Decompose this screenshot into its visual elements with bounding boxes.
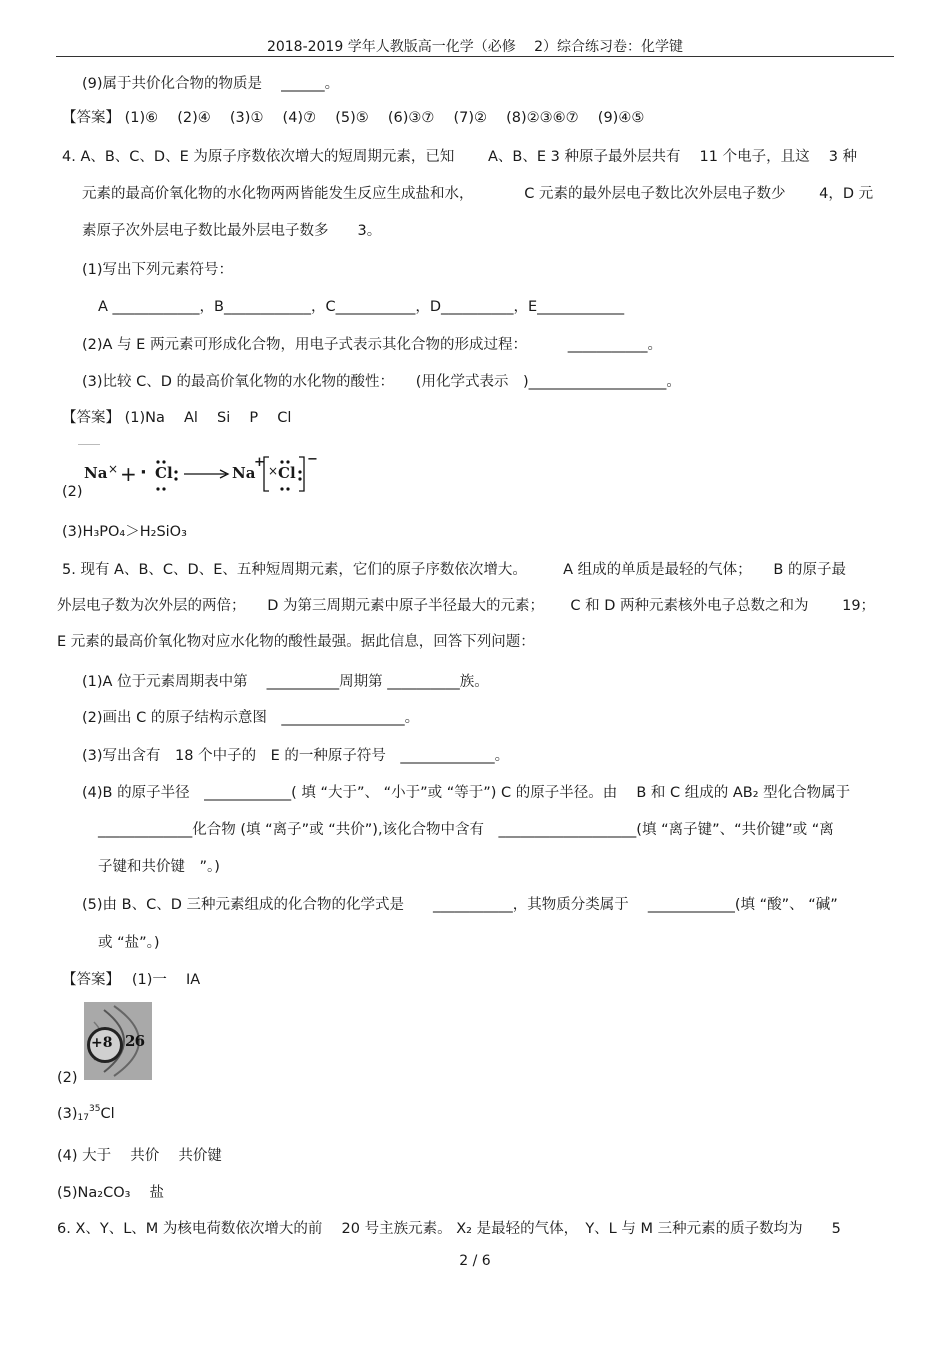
text-line: 4. A、B、C、D、E 为原子序数依次增大的短周期元素，已知 A、B、E 3 种原子最外层共有 11 个电子，且这 3 种 (62, 149, 858, 165)
text-line: _____________化合物 (填 “离子”或 “共价”),该化合物中含有 ___________________(填 “离子键”、“共价键”或 “离 (98, 822, 834, 838)
page-header: 2018-2019 学年人教版高一化学（必修 2）综合练习卷：化学键 (266, 39, 684, 55)
electron-dots-left (150, 458, 180, 492)
faint-dash (78, 444, 100, 445)
na-right: Na (232, 464, 256, 482)
text-line: (3)写出含有 18 个中子的 E 的一种原子符号 _____________。 (82, 748, 510, 764)
text-line: 子键和共价键 ”。) (98, 859, 220, 875)
plus-sign: + (120, 462, 137, 486)
shell-electrons: 2 6 (125, 1032, 143, 1050)
text-line: (2)A 与 E 两元素可形成化合物，用电子式表示其化合物的形成过程： ___________。 (82, 337, 663, 353)
text-line: (5)由 B、C、D 三种元素组成的化合物的化学式是 ___________，其物质分类属于 ____________(填 “酸”、 “碱” (82, 897, 838, 913)
text-line: 或 “盐”。) (98, 935, 160, 951)
electron-formula (84, 454, 324, 494)
text-line: 6. X、Y、L、M 为核电荷数依次增大的前 20 号主族元素。 X₂ 是最轻的气体， Y、L 与 M 三种元素的质子数均为 5 (57, 1221, 841, 1237)
text-line: (9)属于共价化合物的物质是 ______。 (82, 76, 340, 92)
text-line: (1)A 位于元素周期表中第 __________周期第 __________族。 (82, 674, 489, 690)
cross-left: × (108, 462, 119, 476)
cl-right: Cl (278, 464, 296, 482)
isotope-prefix: (3) (57, 1106, 78, 1122)
page-number: 2 / 6 (459, 1253, 491, 1269)
isotope-symbol: Cl (100, 1106, 115, 1122)
bracket-right (298, 456, 306, 492)
dot-left: · (140, 462, 147, 483)
atom-structure-diagram (84, 1002, 152, 1080)
na-charge: + (254, 455, 265, 470)
text-line: (2) (57, 1070, 78, 1086)
text-line: (5)Na₂CO₃ 盐 (57, 1185, 165, 1201)
text-line: (4)B 的原子半径 ____________( 填 “大于”、 “小于”或 “等于”) C 的原子半径。由 B 和 C 组成的 AB₂ 型化合物属于 (82, 785, 851, 801)
text-line: 【答案】 (1)⑥ (2)④ (3)① (4)⑦ (5)⑤ (6)③⑦ (7)② (8)②③⑥⑦ (9)④⑤ (62, 110, 645, 126)
text-line: (3)H₃PO₄＞H₂SiO₃ (62, 524, 187, 540)
text-line: A ____________，B____________，C___________，D__________，E____________ (98, 299, 625, 315)
text-line: (2)画出 C 的原子结构示意图 _________________。 (82, 710, 420, 726)
na-left: Na (84, 464, 108, 482)
text-line: (1)写出下列元素符号： (82, 262, 234, 278)
cross-right: × (268, 464, 279, 478)
text-line: 素原子次外层电子数比最外层电子数多 3。 (82, 223, 382, 239)
text-line: (2) (62, 484, 83, 500)
text-line: 元素的最高价氧化物的水化物两两皆能发生反应生成盐和水， C 元素的最外层电子数比次外层电子数少 4，D 元 (82, 186, 874, 202)
text-line: 5. 现有 A、B、C、D、E、五种短周期元素，它们的原子序数依次增大。 A 组成的单质是最轻的气体； B 的原子最 (62, 562, 846, 578)
text-line: E 元素的最高价氧化物对应水化物的酸性最强。据此信息，回答下列问题： (57, 634, 535, 650)
text-line: (3)比较 C、D 的最高价氧化物的水化物的酸性： (用化学式表示 )___________________。 (82, 374, 681, 390)
isotope-z: 17 (77, 1113, 89, 1123)
isotope-a: 35 (89, 1104, 101, 1114)
reaction-arrow (184, 468, 230, 480)
text-line: 【答案】 (1)一 ⅠA (62, 972, 201, 988)
cl-charge: − (307, 452, 318, 467)
text-line: 【答案】 (1)Na Al Si P Cl (62, 410, 292, 426)
header-divider (56, 56, 894, 57)
text-line: 外层电子数为次外层的两倍； D 为第三周期元素中原子半径最大的元素； C 和 D 两种元素核外电子总数之和为 19； (57, 598, 876, 614)
cl-left: Cl (155, 464, 173, 482)
nucleus-charge: +8 (91, 1035, 113, 1051)
isotope-line (57, 1104, 115, 1123)
text-line: (4) 大于 共价 共价键 (57, 1148, 222, 1164)
